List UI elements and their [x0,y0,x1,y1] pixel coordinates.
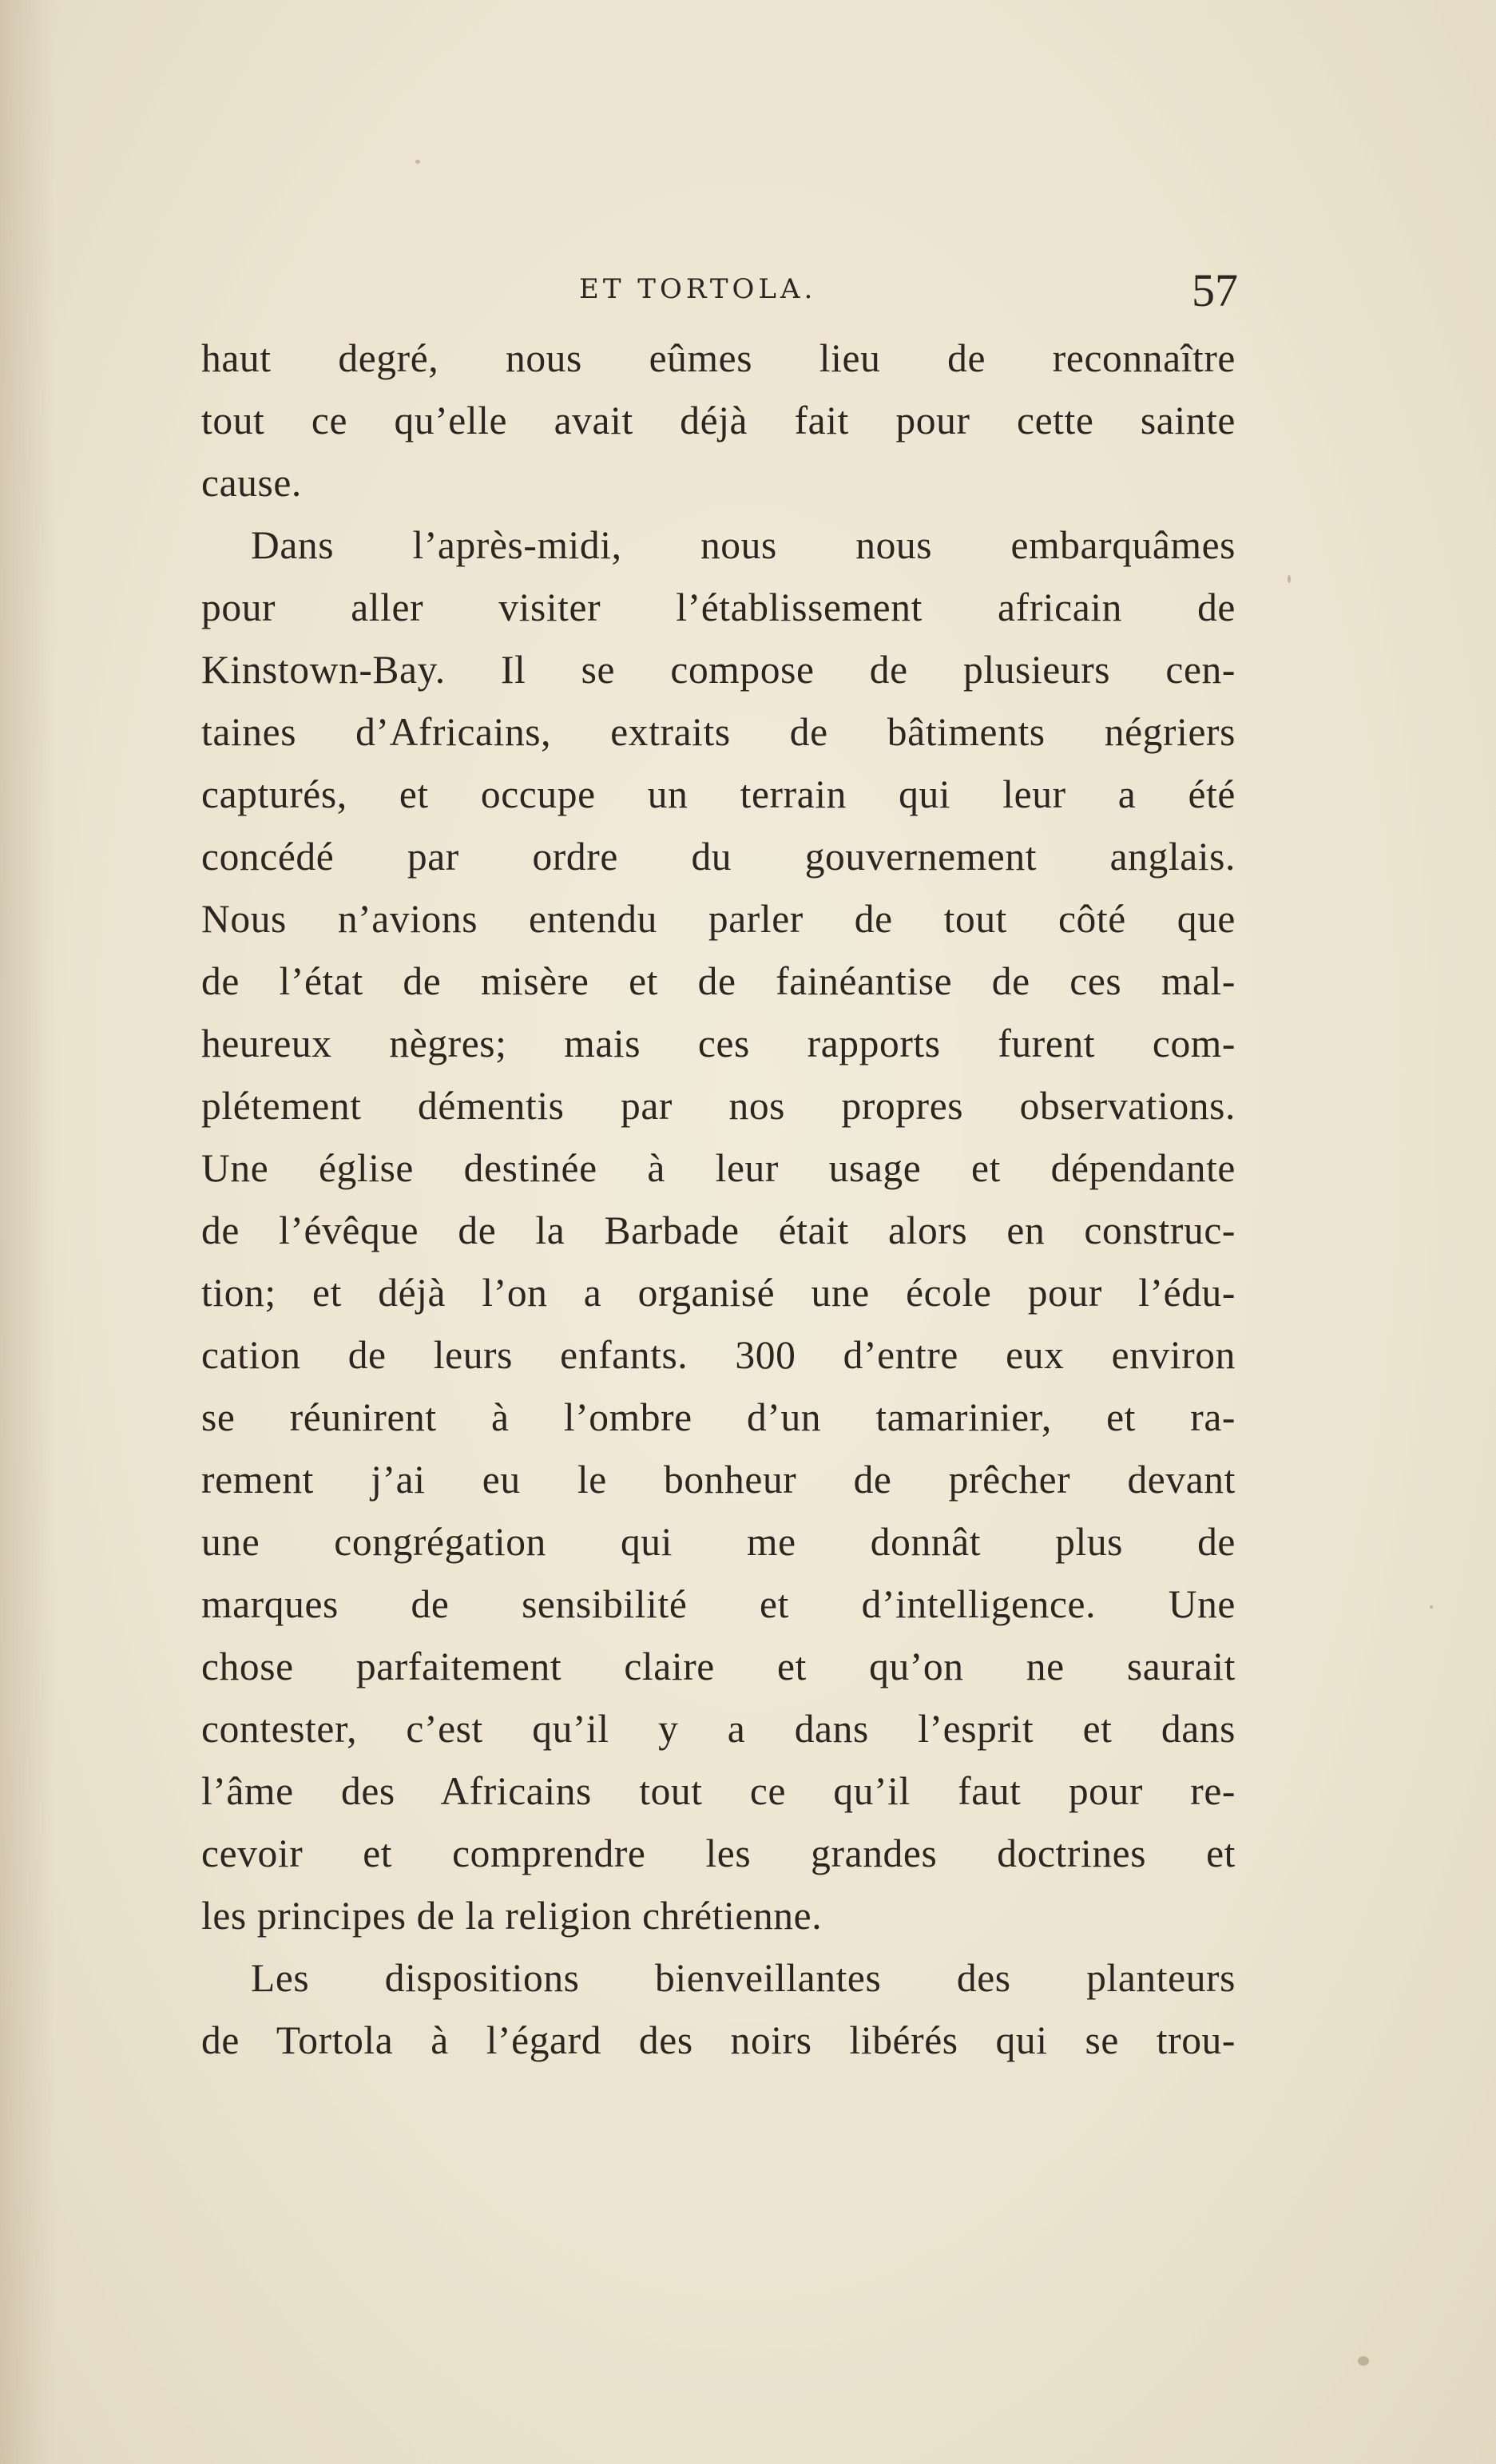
page-gutter-shadow [0,0,56,2464]
running-title: ET TORTOLA. [579,273,817,305]
text-line: tout ce qu’elle avait déjà fait pour cette sainte [201,399,1236,442]
text-line: cause. [201,461,302,505]
paper-speck [415,160,420,164]
paragraph-start-line: Les dispositions bienveillantes des planteurs [251,1956,1236,2000]
paper-speck [1430,1605,1433,1609]
text-line: taines d’Africains, extraits de bâtiments négriers [201,710,1236,754]
text-line: cation de leurs enfants. 300 d’entre eux environ [201,1333,1236,1377]
text-line: marques de sensibilité et d’intelligence. Une [201,1582,1236,1626]
text-line: l’âme des Africains tout ce qu’il faut pour re- [201,1769,1236,1813]
text-line: haut degré, nous eûmes lieu de reconnaître [201,336,1236,380]
text-line: de l’évêque de la Barbade était alors en construc- [201,1208,1236,1252]
text-line: une congrégation qui me donnât plus de [201,1520,1236,1564]
text-line: plétement démentis par nos propres observations. [201,1084,1236,1128]
body-text [201,327,1236,2072]
page-number: 57 [1192,264,1238,316]
text-line: cevoir et comprendre les grandes doctrines et [201,1831,1236,1875]
text-line: les principes de la religion chrétienne. [201,1894,823,1938]
running-head [200,264,1238,335]
text-line: tion; et déjà l’on a organisé une école pour l’édu- [201,1271,1236,1315]
paragraph-start-line: Dans l’après-midi, nous nous embarquâmes [251,523,1236,567]
text-line: Kinstown-Bay. Il se compose de plusieurs cen- [201,648,1236,692]
text-line: Nous n’avions entendu parler de tout côté que [201,897,1236,941]
paper-speck [1288,575,1291,583]
paper-speck [1358,2356,1369,2366]
text-line: capturés, et occupe un terrain qui leur a été [201,772,1236,816]
text-line: pour aller visiter l’établissement africain de [201,585,1236,629]
text-line: de Tortola à l’égard des noirs libérés qui se trou- [201,2018,1236,2062]
text-line: chose parfaitement claire et qu’on ne saurait [201,1645,1236,1688]
text-line: Une église destinée à leur usage et dépendante [201,1146,1236,1190]
text-line: contester, c’est qu’il y a dans l’esprit et dans [201,1707,1236,1751]
text-line: rement j’ai eu le bonheur de prêcher devant [201,1458,1236,1502]
text-line: se réunirent à l’ombre d’un tamarinier, et ra- [201,1395,1236,1439]
text-line: de l’état de misère et de fainéantise de ces mal- [201,959,1236,1003]
text-line: concédé par ordre du gouvernement anglais. [201,835,1236,879]
text-line: heureux nègres; mais ces rapports furent com- [201,1022,1236,1065]
